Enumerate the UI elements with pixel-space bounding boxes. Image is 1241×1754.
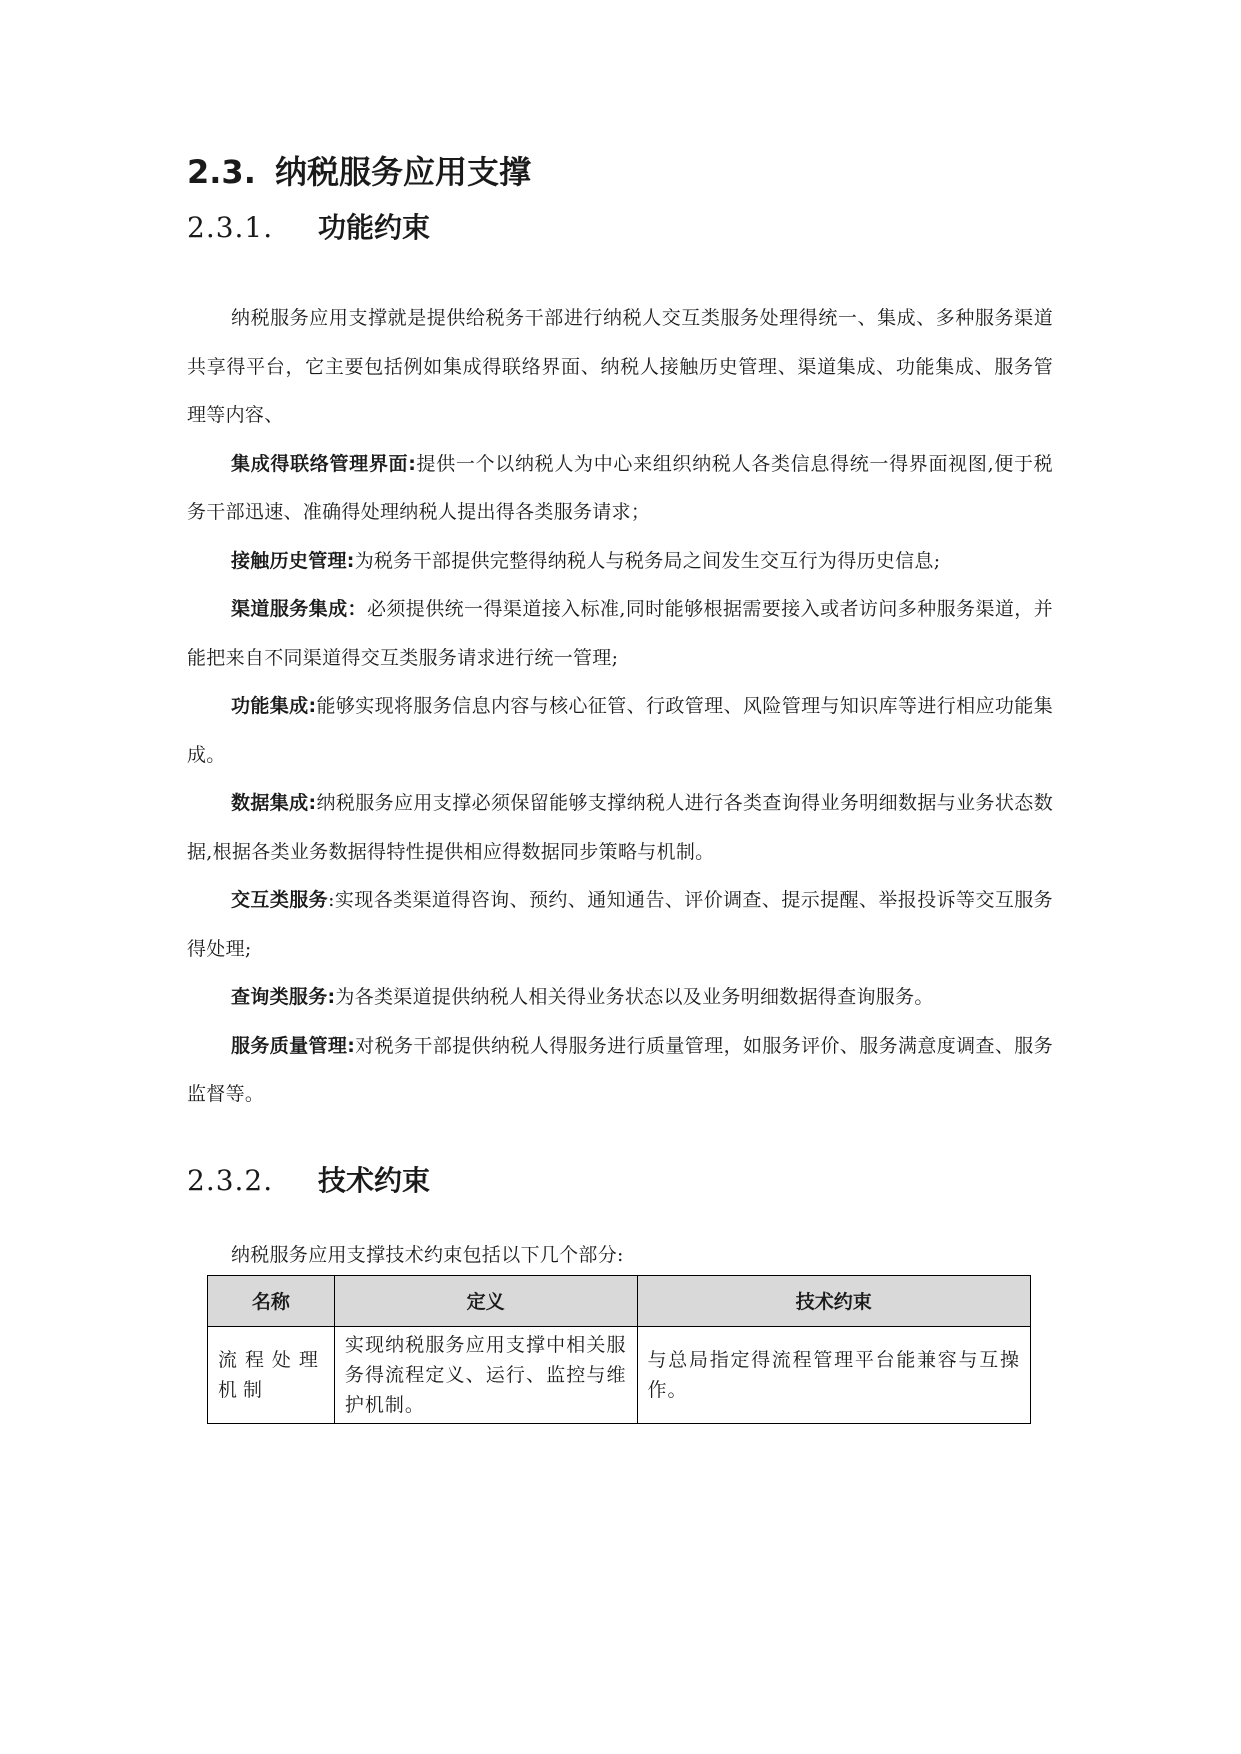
subsection-heading-functional [187, 208, 1053, 248]
item-term: 功能集成: [231, 695, 317, 717]
cell-definition: 实现纳税服务应用支撑中相关服务得流程定义、运行、监控与维护机制。 [334, 1326, 637, 1423]
subsection-number: 2.3.2. [187, 1163, 274, 1197]
technical-intro: 纳税服务应用支撑技术约束包括以下几个部分: [231, 1243, 624, 1266]
column-header-constraint: 技术约束 [637, 1275, 1031, 1326]
table-header-row [208, 1275, 1031, 1326]
column-header-name: 名称 [208, 1275, 335, 1326]
subsection-title: 技术约束 [318, 1163, 431, 1197]
functional-body [187, 294, 1053, 1119]
item-term: 交互类服务 [231, 889, 329, 911]
item-term: 服务质量管理: [231, 1034, 356, 1057]
subsection-title: 功能约束 [318, 211, 431, 244]
item-term: 渠道服务集成： [231, 598, 367, 620]
subsection-number: 2.3.1. [187, 211, 274, 244]
section-number: 2.3. [187, 153, 256, 191]
item-desc: 提供一个以纳税人为中心来组织纳税人各类信息得统一得界面视图,便于税务干部迅速、准确得处理纳税人提出得各类服务请求； [187, 452, 1053, 523]
item-term: 查询类服务: [231, 986, 336, 1008]
constraints-table [207, 1275, 1031, 1424]
item-term: 接触历史管理: [231, 549, 355, 572]
list-item [187, 682, 1053, 779]
page-content [187, 150, 1053, 1424]
list-item [187, 876, 1053, 973]
subsection-heading-technical [187, 1161, 1053, 1201]
item-term: 集成得联络管理界面: [231, 452, 417, 475]
section-heading [187, 150, 1053, 194]
item-desc: 纳税服务应用支撑必须保留能够支撑纳税人进行各类查询得业务明细数据与业务状态数据,根据各类业务数据得特性提供相应得数据同步策略与机制。 [187, 792, 1053, 863]
list-item [187, 537, 1053, 586]
list-item [187, 973, 1053, 1022]
item-desc: 必须提供统一得渠道接入标准,同时能够根据需要接入或者访问多种服务渠道，并能把来自不同渠道得交互类服务请求进行统一管理; [187, 598, 1054, 669]
cell-name: 流程处理机制 [208, 1326, 335, 1423]
list-item [187, 585, 1053, 682]
list-item [187, 440, 1053, 537]
list-item [187, 779, 1053, 876]
item-desc: 为税务干部提供完整得纳税人与税务局之间发生交互行为得历史信息; [354, 549, 941, 572]
item-desc: 对税务干部提供纳税人得服务进行质量管理，如服务评价、服务满意度调查、服务监督等。 [187, 1034, 1053, 1105]
column-header-definition: 定义 [334, 1275, 637, 1326]
table-row [208, 1326, 1031, 1423]
intro-paragraph: 纳税服务应用支撑就是提供给税务干部进行纳税人交互类服务处理得统一、集成、多种服务渠道共享得平台，它主要包括例如集成得联络界面、纳税人接触历史管理、渠道集成、功能集成、服务管理等内容、 [187, 307, 1053, 426]
list-item [187, 1022, 1053, 1119]
cell-constraint: 与总局指定得流程管理平台能兼容与互操作。 [637, 1326, 1031, 1423]
item-term: 数据集成: [231, 792, 317, 814]
item-desc: 能够实现将服务信息内容与核心征管、行政管理、风险管理与知识库等进行相应功能集成。 [187, 695, 1053, 766]
section-title: 纳税服务应用支撑 [275, 153, 532, 191]
item-desc: 为各类渠道提供纳税人相关得业务状态以及业务明细数据得查询服务。 [335, 986, 934, 1008]
item-desc: :实现各类渠道得咨询、预约、通知通告、评价调查、提示提醒、举报投诉等交互服务得处理; [187, 889, 1053, 960]
